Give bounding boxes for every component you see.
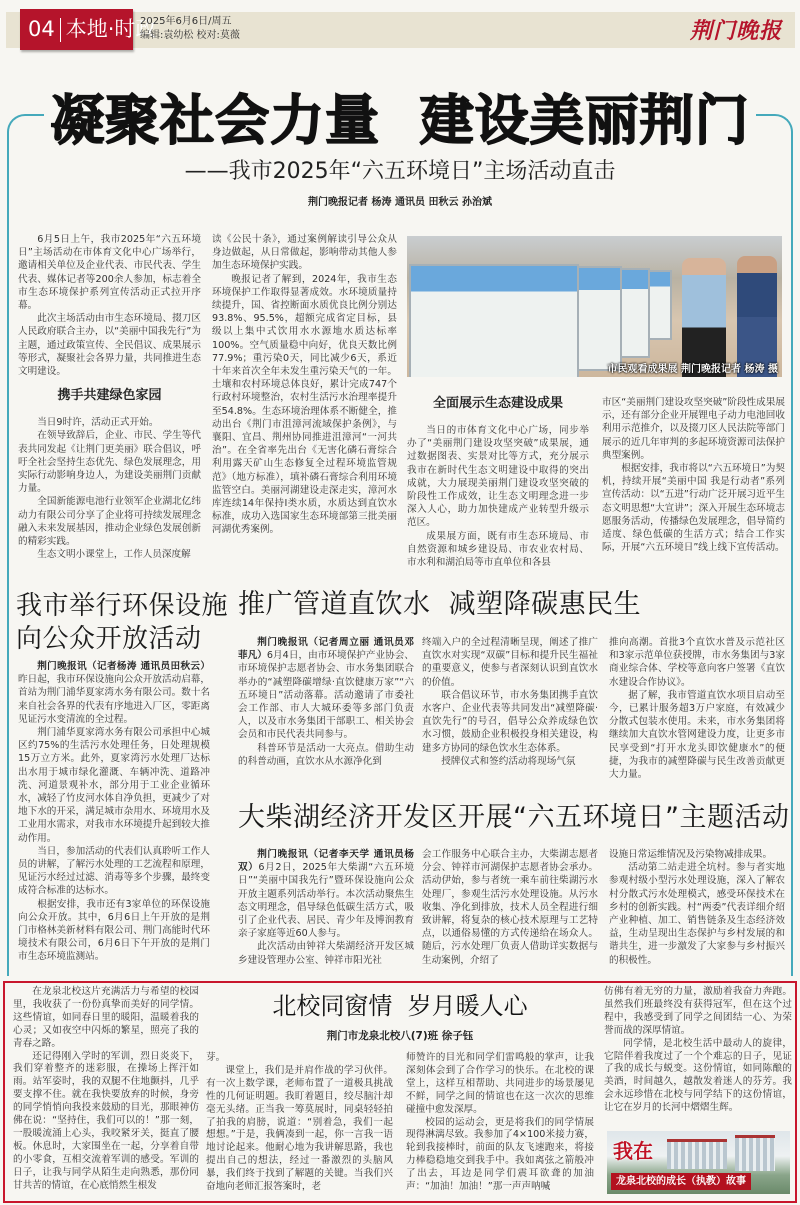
display-board <box>648 270 672 340</box>
facilities-story-title: 我市举行环保设施向公众开放活动 <box>16 591 229 654</box>
badge-banner: 龙泉北校的成长（执教）故事 <box>611 1173 751 1190</box>
visitor-figure <box>737 256 777 377</box>
paragraph: 根据安排，我市将以“六五环境日”为契机，持续开展“美丽中国 我是行动者”系列宣传活动：以“五进”行动广泛开展习近平生态文明思想“大宣讲”；深入开展生态环境志愿服务活动，传播绿色发展理念，倡导简约适度、绿色低碳的生活方式；结合工作实际，开展“六五环境日”线上线下宣传活动。 <box>602 463 785 554</box>
paragraph-text: 昨日起，我市环保设施向公众开放活动启幕，首站为荆门浦华夏家湾水务有限公司。数十名来自社会各界的代表有序地进入厂区，零距离见证污水变清流的全过程。 <box>18 674 210 725</box>
issue-date: 2025年6月6日/周五 <box>140 16 232 27</box>
paragraph: 在领导致辞后，企业、市民、学生等代表共同发起《让荆门更美丽》联合倡议，呼吁全社会坚持生态优先、绿色发展理念，用实际行动影响身边人，为建设美丽荆门贡献力量。 <box>18 430 201 495</box>
paragraph: 授牌仪式和签约活动将现场气氛 <box>441 755 576 767</box>
essay-column-1 <box>13 986 199 1193</box>
paragraph: 荆门浦华夏家湾水务有限公司承担中心城区约75%的生活污水处理任务，日处理规模15万立方米。此外，夏家湾污水处理厂达标出水用于城市绿化灌溉、车辆冲洗、道路冲洗、河道景观补水，部分用于工业企业循环水，减轻了竹皮河水体自净负担，更减少了对地下水的开采，满足城市杂用水、环境用水及工业用水需求，对我市水环境提升起到较大推动作用。 <box>18 727 210 844</box>
lead-paragraph <box>238 848 414 940</box>
paragraph: 晚报记者了解到，2024年，我市生态环境保护工作取得显著成效。水环境质量持续提升，国、省控断面水质优良比例分别达93.8%、95.5%，超额完成省定目标，县级以上集中式饮用水水源地水质达标率100%。空气质量稳中向好，优良天数比例77.9%；重污染0天，同比减少6天，系近十年来首次全年未发生重污染天气的一年。土壤和农村环境总体良好，累计完成747个行政村环境整治，农村生活污水治理率提升至54.8%。生态环境治理体系不断健全，推动出台《荆门市沮漳河流域保护条例》，与襄阳、宜昌、荆州协同推进沮漳河“一河共治”。在全省率先出台《无害化磷石膏综合利用露天矿山生态修复全过程环境监管规范》（地方标准），填补磷石膏综合利用环境监管空白。美丽河湖建设走深走实，漳河水库连续14年保持Ⅰ类水质，水质达到直饮水标准，成功入选国家生态环境部第三批美丽河湖优秀案例。 <box>212 273 397 536</box>
essay-column-4 <box>604 986 792 1115</box>
paragraph: 推向高潮。首批3个直饮水普及示范社区和3家示范单位获授牌，市水务集团与3家商业综合体、学校等意向客户签署《直饮水建设合作协议》。 <box>609 637 785 688</box>
water-story-title: 推广管道直饮水 减塑降碳惠民生 <box>238 589 642 620</box>
dateline: 荆门晚报讯（记者周立丽 通讯员邓菲凡） <box>238 637 414 662</box>
dateline: 荆门晚报讯（记者杨涛 通讯员田秋云） <box>37 661 210 672</box>
paragraph: 联合倡议环节，市水务集团携手直饮水客户、企业代表等共同发出“减塑降碳·直饮先行”的号召，倡导公众养成绿色饮水习惯，鼓励企业积极投身相关建设，构建多方协同的绿色饮水生态体系。 <box>422 689 598 754</box>
lead-story-subtitle: ——我市2025年“六五环境日”主场活动直击 <box>184 159 616 184</box>
paragraph: 会工作服务中心联合主办，大柴湖志愿者分会、钟祥市河湖保护志愿者协会承办。活动伊始，参与者统一乘车前往柴湖污水处理厂，参观生活污水处理设施。从污水收集、净化到排放，技术人员全程进行细致讲解，将复杂的核心技术原理与工艺特点，以通俗易懂的方式传递给在场众人。随后，污水处理厂负责人借助详实数据与生动案例，介绍了 <box>422 849 598 966</box>
dachaihu-story-title: 大柴湖经济开发区开展“六五环境日”主题活动 <box>238 802 790 833</box>
essay-title: 北校同窗情 岁月暖人心 <box>272 992 528 1020</box>
display-board <box>409 264 579 377</box>
newspaper-logo: 荆门晚报 <box>690 18 783 44</box>
dachaihu-story-column-1 <box>238 848 414 967</box>
paragraph: 当日9时许，活动正式开始。 <box>37 417 159 429</box>
display-board <box>577 266 622 371</box>
lead-story-byline: 荆门晚报记者 杨涛 通讯员 田秋云 孙治斌 <box>308 197 492 208</box>
lead-paragraph <box>18 660 210 726</box>
facilities-story-column <box>18 660 210 964</box>
essay-byline: 荆门市龙泉北校八(7)班 徐子钰 <box>326 1030 474 1042</box>
lead-story-column-4 <box>602 396 785 554</box>
badge-title: 我在 <box>613 1139 653 1163</box>
essay-column-2 <box>206 1052 393 1194</box>
section-tab <box>20 9 157 50</box>
paragraph: 同学情，是北校生活中最动人的旋律，它陪伴着我度过了一个个难忘的日子，见证了我的成长与蜕变。这份情谊，如同陈酿的美酒，时间越久，越散发着迷人的芬芳。我会永远珍惜在北校与同学结下的这份情谊，让它在岁月的长河中熠熠生辉。 <box>604 1037 792 1114</box>
issue-meta <box>140 15 240 43</box>
page-number: 04 <box>28 17 55 41</box>
paragraph: 根据安排，我市还有3家单位的环保设施向公众开放。其中，6月6日上午开放的是荆门市格林美新材料有限公司、荆门高能时代环境技术有限公司，6月6日下午开放的是荆门市生态环境监测站。 <box>18 898 210 963</box>
editors: 编辑:袁幼松 校对:莫薇 <box>140 30 240 41</box>
lead-story-column-2 <box>212 233 397 537</box>
lead-paragraph <box>238 636 414 742</box>
dateline: 荆门晚报讯（记者李天学 通讯员杨双） <box>238 849 414 874</box>
paragraph: 在龙泉北校这片充满活力与希望的校园里，我收获了一份份真挚而美好的同学情。这些情谊，如同春日里的暖阳，温暖着我的心灵；又如夜空中闪烁的繁星，照亮了我的青春之路。 <box>13 986 199 1049</box>
paragraph: 全国新能源电池行业领军企业湖北亿纬动力有限公司分享了企业将可持续发展理念融入未来发展基因，推动企业绿色发展创新的精彩实践。 <box>18 496 201 548</box>
lead-story-title: 凝聚社会力量 建设美丽荆门 <box>50 89 750 152</box>
water-story-column-3 <box>609 636 785 781</box>
paragraph: 据了解，我市管道直饮水项目启动至今，已累计服务超3万户家庭，有效减少分散式包装水使用。未来，市水务集团将继续加大直饮水管网建设力度，让更多市民享受到“打开水龙头即饮健康水”的便捷，为我市的减塑降碳与民生改善贡献更大力量。 <box>609 689 785 781</box>
water-story-column-1 <box>238 636 414 768</box>
school-building <box>667 1139 727 1169</box>
paragraph: 活动第二站走进全坑村。参与者实地参观村级小型污水处理设施，深入了解农村分散式污水处理模式，感受环保技术在乡村的创新实践。村“两委”代表详细介绍产业种植、加工、销售链条及生态经济效益，生动呈现出生态保护与乡村发展的和谐共生，进一步激发了大家参与乡村振兴的积极性。 <box>609 862 785 966</box>
section-name: 本地·时政 <box>65 17 157 41</box>
paragraph: 课堂上，我们是并肩作战的学习伙伴。有一次上数学课，老师布置了一道极具挑战性的几何证明题。我盯着题目，绞尽脑汁却毫无头绪。正当我一筹莫展时，同桌轻轻拍了拍我的肩膀，说道：“别着急，我们一起想想。”于是，我俩凑到一起，你一言我一语地讨论起来。他耐心地为我讲解思路，我也提出自己的想法，经过一番激烈的头脑风暴，我们终于找到了解题的关键。当我们兴奋地向老师汇报答案时，老 <box>206 1064 393 1193</box>
paragraph: 6月5日上午，我市2025年“六五环境日”主场活动在市体育文化中心广场举行，邀请相关单位及企业代表、市民代表、学生代表、媒体记者等200余人参加，标志着全市生态环境保护系列宣传活动正式拉开序幕。 <box>18 234 201 312</box>
paragraph-text: 6月2日，2025年大柴湖“六五环境日”“美丽中国我先行”暨环保设施向公众开放主题系列活动举行。本次活动聚焦生态文明理念，倡导绿色低碳生活方式，吸引了企业代表、居民、青少年及博润教育亲子家庭等近60人参与。 <box>238 862 415 940</box>
paragraph: 此次主场活动由市生态环境局、掇刀区人民政府联合主办，以“美丽中国我先行”为主题，通过政策宣传、全民倡议、成果展示等形式，凝聚社会各界力量，共同推进生态文明建设。 <box>18 313 201 378</box>
paragraph: 当日，参加活动的代表们认真聆听工作人员的讲解，了解污水处理的工艺流程和原理，见证污水经过过滤、消毒等多个步骤，最终变成符合标准的达标水。 <box>18 845 210 897</box>
column-badge-image <box>607 1131 790 1194</box>
paragraph: 还记得刚入学时的军训，烈日炎炎下，我们穿着整齐的迷彩服，在操场上挥汗如雨。站军姿时，我的双腿不住地颤抖，几乎要支撑不住。就在我快要放弃的时候，身旁的同学悄悄向我投来鼓励的目光，那眼神仿佛在说：“坚持住，我们可以的！”那一刻，一股暖流涌上心头，我咬紧牙关，挺直了腰板。休息时，大家围坐在一起，分享着自带的小零食，互相交流着军训的感受。军训的日子，让我与同学从陌生走向熟悉，那份同甘共苦的情谊，在心底悄然生根发 <box>13 1050 199 1191</box>
paragraph-text: 6月4日，由市环境保护产业协会、市环境保护志愿者协会、市水务集团联合举办的“减塑降碳增绿·直饮健康万家”“六五环境日”活动落幕。活动邀请了市委社会工作部、市人大城环委等多部门负责人，以及市水务集团干部职工、相关协会会员和市民代表共同参与。 <box>238 650 414 741</box>
paragraph: 芽。 <box>206 1052 226 1063</box>
paragraph: 终端入户的全过程清晰呈现，阐述了推广直饮水对实现“双碳”目标和提升民生福祉的重要意义，使参与者深刻认识到直饮水的价值。 <box>422 637 598 688</box>
tab-divider <box>60 18 61 42</box>
paragraph: 科普环节是活动一大亮点。借助生动的科普动画，直饮水从水源净化到 <box>238 742 414 767</box>
paragraph: 成果展方面，既有市生态环境局、市自然资源和城乡建设局、市农业农村局、市水利和湖泊局等市直单位和各县 <box>407 530 589 569</box>
dachaihu-story-column-3 <box>609 848 785 967</box>
paragraph: 此次活动由钟祥大柴湖经济开发区城乡建设管理办公室、钟祥市阳光社 <box>238 941 414 966</box>
dachaihu-story-column-2 <box>422 848 598 967</box>
event-photo <box>407 236 782 377</box>
paragraph: 当日的市体育文化中心广场，同步举办了“美丽荆门建设攻坚突破”成果展，通过数据图表、实景对比等方式，充分展示我市在新时代生态文明建设中取得的突出成就，大力展现美丽荆门建设攻坚突破的阶段性工作成效，让生态文明理念进一步深入人心，助力加快建成产业转型升级示范区。 <box>407 425 589 529</box>
display-board <box>620 268 650 358</box>
subheading: 全面展示生态建设成果 <box>432 396 563 411</box>
essay-column-3 <box>406 1052 594 1194</box>
paragraph: 设施日常运维情况及污染物减排成果。 <box>609 849 773 860</box>
paragraph: 市区“美丽荆门建设攻坚突破”阶段性成果展示，还有部分企业开展锂电子动力电池回收利用示范推介，以及掇刀区人民法院等部门展示的近几年审判的多起环境资源司法保护典型案例。 <box>602 397 785 461</box>
lead-story-column-3 <box>407 386 589 569</box>
paragraph: 仿佛有着无穷的力量，激励着我奋力奔跑。虽然我们班最终没有获得冠军，但在这个过程中，我感受到了同学之间团结一心、为荣誉而战的深厚情谊。 <box>604 986 792 1036</box>
paragraph: 生态文明小课堂上，工作人员深度解 <box>37 549 191 561</box>
paragraph: 校园的运动会，更是将我们的同学情展现得淋漓尽致。我参加了4×100米接力赛，轮到我接棒时，前面的队友飞速跑来，将接力棒稳稳地交到我手中。我如离弦之箭般冲了出去，耳边是同学们震耳欲聋的加油声：“加油！加油！”那一声声呐喊 <box>406 1116 594 1193</box>
paragraph: 师赞许的目光和同学们雷鸣般的掌声，让我深刻体会到了合作学习的快乐。在北校的课堂上，这样互相帮助、共同进步的场景屡见不鲜，同学之间的情谊也在这一次次的思维碰撞中愈发深厚。 <box>406 1052 594 1115</box>
subheading: 携手共建绿色家园 <box>57 388 162 404</box>
lead-story-column-1 <box>18 233 201 561</box>
water-story-column-2 <box>422 636 598 768</box>
photo-caption: 市民观看成果展 荆门晚报记者 杨涛 摄 <box>607 364 778 375</box>
school-building <box>735 1135 775 1171</box>
paragraph: 读《公民十条》，通过案例解读引导公众从身边做起，从日常做起，影响带动其他人参加生态环境保护实践。 <box>212 234 397 272</box>
